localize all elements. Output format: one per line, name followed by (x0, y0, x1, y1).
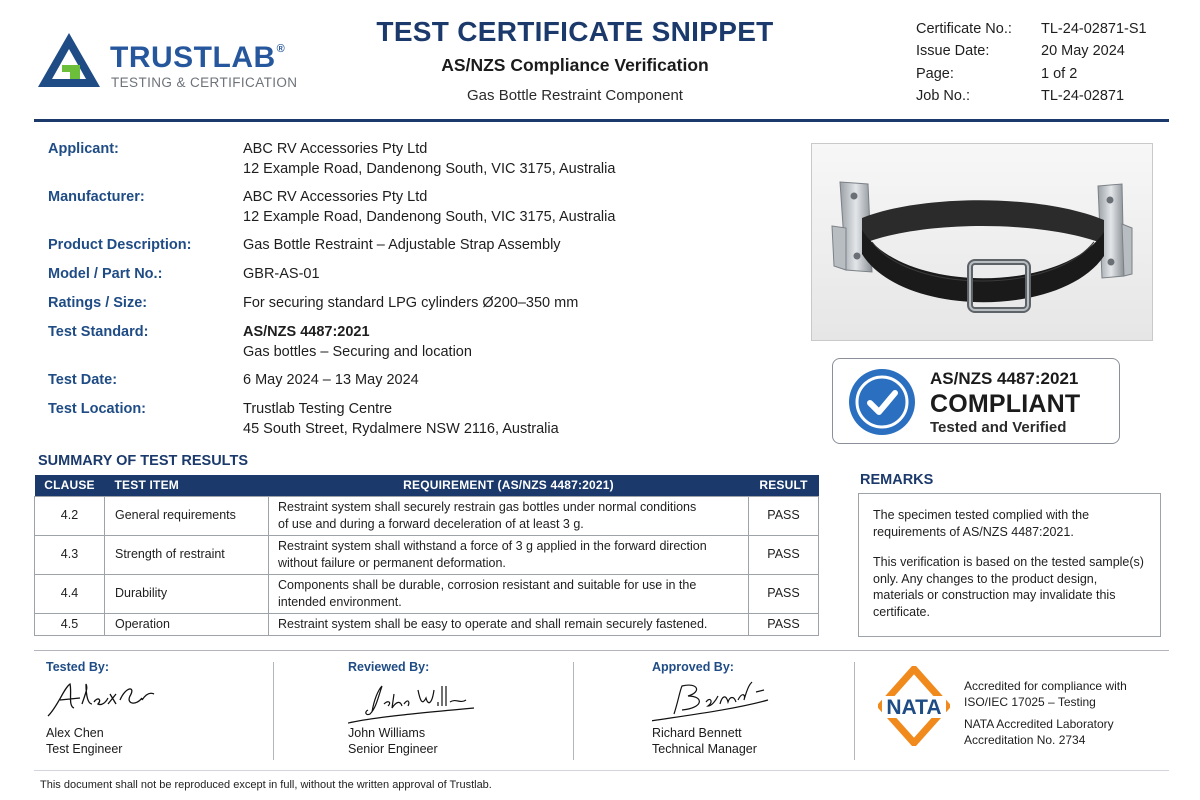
standard-label: Test Standard: (48, 324, 149, 340)
standard-code: AS/NZS 4487:2021 (243, 324, 370, 340)
tested-by-block (46, 660, 286, 760)
item-cell: Operation (105, 613, 269, 635)
signature-divider (34, 650, 1169, 651)
meta-row (916, 21, 1176, 43)
signatory-title: Technical Manager (652, 742, 757, 756)
location-name: Trustlab Testing Centre (243, 401, 393, 417)
ratings-label: Ratings / Size: (48, 295, 148, 311)
badge-standard: AS/NZS 4487:2021 (930, 369, 1079, 388)
clause-cell: 4.3 (35, 535, 105, 574)
signatory-title: Senior Engineer (348, 742, 438, 756)
remarks-title: REMARKS (860, 472, 934, 488)
checkmark-icon (849, 369, 915, 435)
meta-key: Page: (916, 65, 954, 82)
document-subtitle: AS/NZS Compliance Verification (441, 55, 709, 75)
remarks-paragraph: The specimen tested complied with the requirements of AS/NZS 4487:2021. (873, 508, 1090, 539)
item-header: TEST ITEM (105, 475, 269, 496)
title-block (330, 16, 820, 104)
result-cell: PASS (749, 535, 819, 574)
approved-by-block (652, 660, 892, 760)
meta-key: Job No.: (916, 87, 970, 104)
badge-status: COMPLIANT (930, 390, 1081, 418)
strap-illustration (812, 144, 1152, 340)
signatory-title: Test Engineer (46, 742, 123, 756)
trustlab-logo-icon (36, 31, 102, 89)
product-photo (811, 143, 1153, 341)
compliance-badge (832, 358, 1120, 444)
certificate-meta (916, 21, 1176, 110)
nata-logo-icon (878, 666, 950, 746)
results-table (34, 475, 819, 636)
clause-cell: 4.4 (35, 574, 105, 613)
signatory-name: Alex Chen (46, 726, 104, 740)
summary-title: SUMMARY OF TEST RESULTS (38, 453, 248, 469)
requirement-header: REQUIREMENT (AS/NZS 4487:2021) (269, 475, 749, 496)
trustlab-logo (36, 31, 306, 93)
result-cell: PASS (749, 574, 819, 613)
product-label: Product Description: (48, 237, 192, 253)
nata-accreditation (878, 666, 1168, 756)
signature-role: Tested By: (46, 660, 109, 674)
signature-separator (573, 662, 574, 760)
product-value: Gas Bottle Restraint – Adjustable Strap Assembly (243, 237, 561, 253)
signature-separator (273, 662, 274, 760)
signatory-name: John Williams (348, 726, 426, 740)
location-label: Test Location: (48, 401, 147, 417)
remarks-paragraph: This verification is based on the tested sample(s) only. Any changes to the product design, materials or construction may invalidate this certificate. (873, 555, 1144, 619)
clause-cell: 4.2 (35, 496, 105, 535)
standard-title: Gas bottles – Securing and location (243, 343, 472, 360)
manufacturer-address: 12 Example Road, Dandenong South, VIC 3175, Australia (243, 208, 616, 225)
logo-wordmark: TRUSTLAB® (110, 41, 286, 74)
nata-lab-text: NATA Accredited Laboratory Accreditation No. 2734 (964, 717, 1114, 747)
signatory-name: Richard Bennett (652, 726, 742, 740)
meta-value: TL-24-02871 (1041, 87, 1125, 104)
requirement-cell: Restraint system shall securely restrain gas bottles under normal conditions of use and during a forward deceleration of at least 3 g. (269, 496, 749, 535)
ratings-value: For securing standard LPG cylinders Ø200–350 mm (243, 295, 579, 311)
signature-scribble (46, 678, 156, 722)
meta-value: TL-24-02871-S1 (1041, 21, 1147, 37)
applicant-value (243, 140, 615, 179)
applicant-label: Applicant: (48, 141, 119, 157)
results-header-row (35, 475, 819, 496)
signature-scribble (652, 678, 782, 726)
table-row (35, 496, 819, 535)
standard-value (243, 323, 472, 362)
table-row (35, 535, 819, 574)
meta-row (916, 66, 1176, 88)
location-address: 45 South Street, Rydalmere NSW 2116, Australia (243, 420, 559, 437)
result-cell: PASS (749, 496, 819, 535)
remarks-box (858, 493, 1161, 637)
result-header: RESULT (749, 475, 819, 496)
manufacturer-label: Manufacturer: (48, 189, 145, 205)
reviewed-by-block (348, 660, 588, 760)
component-name: Gas Bottle Restraint Component (467, 87, 683, 104)
applicant-name: ABC RV Accessories Pty Ltd (243, 141, 428, 157)
logo-tagline: TESTING & CERTIFICATION (111, 75, 298, 90)
meta-key: Certificate No.: (916, 21, 1012, 37)
requirement-cell: Restraint system shall withstand a force of 3 g applied in the forward direction without failure or permanent deformation. (269, 535, 749, 574)
applicant-address: 12 Example Road, Dandenong South, VIC 3175, Australia (243, 160, 616, 177)
model-value: GBR-AS-01 (243, 266, 320, 282)
item-cell: Durability (105, 574, 269, 613)
signature-scribble (348, 678, 488, 726)
model-label: Model / Part No.: (48, 266, 163, 282)
meta-value: 1 of 2 (1041, 65, 1078, 82)
table-row (35, 613, 819, 635)
meta-value: 20 May 2024 (1041, 43, 1125, 60)
test-date-label: Test Date: (48, 372, 118, 388)
footer-disclaimer: This document shall not be reproduced except in full, without the written approval of Trustlab. (40, 779, 492, 791)
requirement-cell: Restraint system shall be easy to operate and shall remain securely fastened. (269, 613, 749, 635)
requirement-cell: Components shall be durable, corrosion resistant and suitable for use in the intended environment. (269, 574, 749, 613)
signature-role: Reviewed By: (348, 660, 430, 674)
footer-divider (34, 770, 1169, 771)
table-row (35, 574, 819, 613)
location-value (243, 400, 559, 439)
svg-text:NATA: NATA (886, 696, 942, 719)
signature-separator (854, 662, 855, 760)
badge-note: Tested and Verified (930, 419, 1067, 436)
clause-cell: 4.5 (35, 613, 105, 635)
header-divider (34, 119, 1169, 122)
manufacturer-name: ABC RV Accessories Pty Ltd (243, 189, 428, 205)
item-cell: Strength of restraint (105, 535, 269, 574)
test-date-value: 6 May 2024 – 13 May 2024 (243, 372, 419, 388)
meta-key: Issue Date: (916, 43, 990, 60)
clause-header: CLAUSE (35, 475, 105, 496)
document-title: TEST CERTIFICATE SNIPPET (376, 16, 774, 47)
item-cell: General requirements (105, 496, 269, 535)
nata-accreditation-text: Accredited for compliance with ISO/IEC 17025 – Testing (964, 679, 1127, 709)
manufacturer-value (243, 188, 615, 227)
signature-role: Approved By: (652, 660, 734, 674)
result-cell: PASS (749, 613, 819, 635)
meta-row (916, 88, 1176, 110)
meta-row (916, 43, 1176, 65)
